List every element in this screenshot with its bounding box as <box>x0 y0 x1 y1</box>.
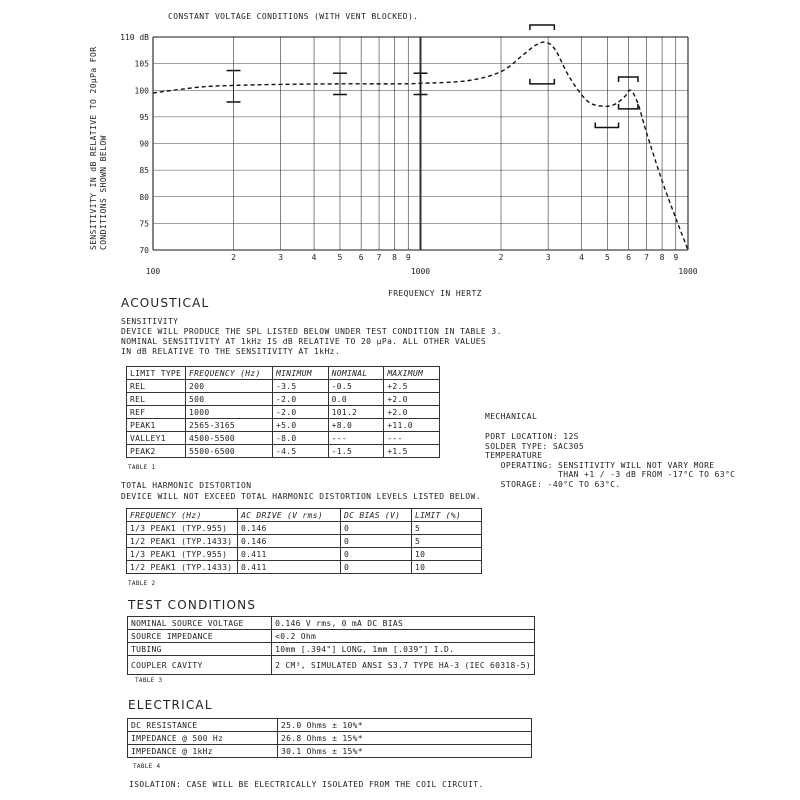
x-tick-label: 9 <box>405 253 411 262</box>
thd-heading: TOTAL HARMONIC DISTORTION <box>121 481 252 490</box>
mechanical-heading: MECHANICAL <box>485 412 538 421</box>
y-tick-label: 80 <box>139 192 149 202</box>
chart-x-axis-label: FREQUENCY IN HERTZ <box>388 289 482 298</box>
mechanical-line: PORT LOCATION: 12S <box>485 432 579 441</box>
table-cell: 10 <box>412 548 482 561</box>
table-cell: 5500-6500 <box>186 445 273 458</box>
table-cell: VALLEY1 <box>127 432 186 445</box>
y-tick-label: 85 <box>139 166 149 176</box>
mechanical-line: TEMPERATURE <box>485 451 543 460</box>
table-cell: TUBING <box>128 643 272 656</box>
x-tick-label: 6 <box>626 253 632 262</box>
isolation-note: ISOLATION: CASE WILL BE ELECTRICALLY ISOLATED FROM THE COIL CIRCUIT. <box>129 780 484 789</box>
table-cell: 0 <box>341 522 412 535</box>
y-tick-label: 110 dB <box>120 33 149 42</box>
tolerance-marker <box>619 104 638 109</box>
table-cell: 1/3 PEAK1 (TYP.955) <box>127 548 238 561</box>
y-tick-label: 70 <box>139 246 149 255</box>
table-cell: 0.146 V rms, 0 mA DC BIAS <box>272 617 535 630</box>
table-cell: 2565-3165 <box>186 419 273 432</box>
table-cell: 4500-5500 <box>186 432 273 445</box>
tolerance-marker <box>530 25 554 30</box>
thd-table <box>126 508 482 574</box>
table-row <box>127 380 440 393</box>
table-cell: +1.5 <box>384 445 440 458</box>
table-cell: PEAK1 <box>127 419 186 432</box>
table-cell: 200 <box>186 380 273 393</box>
tolerance-marker <box>619 77 638 82</box>
mechanical-line: STORAGE: -40°C TO 63°C. <box>485 479 621 489</box>
table-row <box>127 432 440 445</box>
col-maximum: MAXIMUM <box>384 367 440 380</box>
table-row <box>127 419 440 432</box>
table-cell: -0.5 <box>328 380 384 393</box>
table-cell: COUPLER CAVITY <box>128 656 272 675</box>
description-line: NOMINAL SENSITIVITY AT 1kHz IS dB RELATIVE TO 20 µPa. ALL OTHER VALUES <box>121 337 487 346</box>
table-cell: --- <box>328 432 384 445</box>
chart-title: CONSTANT VOLTAGE CONDITIONS (WITH VENT BLOCKED). <box>168 12 419 21</box>
table-cell: IMPEDANCE @ 500 Hz <box>128 732 278 745</box>
table-row <box>127 445 440 458</box>
y-tick-label: 100 <box>134 86 149 96</box>
acoustical-heading: ACOUSTICAL <box>121 296 210 310</box>
mechanical-line: THAN +1 / -3 dB FROM -17°C TO 63°C <box>485 470 736 479</box>
table-cell: 26.8 Ohms ± 15%* <box>278 732 532 745</box>
table-cell: +2.0 <box>384 406 440 419</box>
col-minimum: MINIMUM <box>273 367 329 380</box>
table-cell: 30.1 Ohms ± 15%* <box>278 745 532 758</box>
table-row <box>128 617 535 630</box>
electrical-table <box>127 718 532 758</box>
description-line: DEVICE WILL PRODUCE THE SPL LISTED BELOW UNDER TEST CONDITION IN TABLE 3. <box>121 327 502 336</box>
table-row <box>127 522 482 535</box>
x-tick-label: 7 <box>644 253 649 262</box>
mechanical-details <box>485 432 735 489</box>
table-cell: -2.0 <box>273 406 329 419</box>
y-tick-label: 95 <box>139 112 149 122</box>
table-row <box>127 535 482 548</box>
sensitivity-table <box>126 366 440 458</box>
table-cell: -2.0 <box>273 393 329 406</box>
table-cell: -1.5 <box>328 445 384 458</box>
table-row <box>127 393 440 406</box>
mechanical-line: OPERATING: SENSITIVITY WILL NOT VARY MORE <box>485 460 715 470</box>
table-cell: --- <box>384 432 440 445</box>
table-cell: 1/3 PEAK1 (TYP.955) <box>127 522 238 535</box>
table-cell: +8.0 <box>328 419 384 432</box>
col-limit-type: LIMIT TYPE <box>127 367 186 380</box>
x-tick-label: 7 <box>376 253 382 262</box>
table-cell: -3.5 <box>273 380 329 393</box>
x-tick-label: 1000 <box>678 267 698 276</box>
test-conditions-heading: TEST CONDITIONS <box>128 598 257 612</box>
electrical-heading: ELECTRICAL <box>128 698 213 712</box>
table-cell: 0.146 <box>238 522 341 535</box>
x-tick-label: 6 <box>358 253 364 262</box>
col-limit: LIMIT (%) <box>412 509 482 522</box>
y-tick-label: 75 <box>139 219 149 229</box>
sensitivity-subheading: SENSITIVITY <box>121 317 179 326</box>
x-tick-label: 4 <box>311 253 317 262</box>
table-cell: 10mm [.394"] LONG, 1mm [.039"] I.D. <box>272 643 535 656</box>
table-cell: +11.0 <box>384 419 440 432</box>
x-tick-label: 100 <box>145 267 161 276</box>
table-cell: NOMINAL SOURCE VOLTAGE <box>128 617 272 630</box>
table-cell: IMPEDANCE @ 1kHz <box>128 745 278 758</box>
x-tick-label: 8 <box>659 253 665 262</box>
table-row <box>128 745 532 758</box>
table-cell: 0 <box>341 535 412 548</box>
table-cell: DC RESISTANCE <box>128 719 278 732</box>
table-cell: 2 CM³, SIMULATED ANSI S3.7 TYPE HA-3 (IEC 60318-5) <box>272 656 535 675</box>
x-tick-label: 2 <box>498 253 504 262</box>
table-cell: 1000 <box>186 406 273 419</box>
table-cell: 10 <box>412 561 482 574</box>
thd-description: DEVICE WILL NOT EXCEED TOTAL HARMONIC DISTORTION LEVELS LISTED BELOW. <box>121 492 481 501</box>
table-1-caption: TABLE 1 <box>128 464 156 471</box>
x-tick-label: 3 <box>278 253 284 262</box>
x-tick-label: 3 <box>545 253 551 262</box>
table-cell: REL <box>127 393 186 406</box>
table-cell: 0.411 <box>238 561 341 574</box>
description-line: IN dB RELATIVE TO THE SENSITIVITY AT 1kHz. <box>121 347 341 356</box>
table-cell: REL <box>127 380 186 393</box>
table-cell: REF <box>127 406 186 419</box>
table-row <box>127 561 482 574</box>
col-nominal: NOMINAL <box>328 367 384 380</box>
col-frequency: FREQUENCY (Hz) <box>127 509 238 522</box>
table-row <box>128 656 535 675</box>
table-row <box>127 406 440 419</box>
table-cell: 1/2 PEAK1 (TYP.1433) <box>127 561 238 574</box>
table-row <box>128 630 535 643</box>
table-cell: 25.0 Ohms ± 10%* <box>278 719 532 732</box>
table-cell: 0 <box>341 561 412 574</box>
table-cell: SOURCE IMPEDANCE <box>128 630 272 643</box>
table-header-row <box>127 509 482 522</box>
col-dc-bias: DC BIAS (V) <box>341 509 412 522</box>
table-cell: -8.0 <box>273 432 329 445</box>
frequency-response-chart <box>0 0 800 300</box>
col-ac-drive: AC DRIVE (V rms) <box>238 509 341 522</box>
table-cell: +5.0 <box>273 419 329 432</box>
x-tick-label: 4 <box>579 253 584 262</box>
table-cell: 101.2 <box>328 406 384 419</box>
x-tick-label: 5 <box>605 253 610 262</box>
table-cell: 5 <box>412 535 482 548</box>
table-row <box>128 719 532 732</box>
x-tick-label: 8 <box>392 253 397 262</box>
table-cell: 0 <box>341 548 412 561</box>
table-cell: 0.146 <box>238 535 341 548</box>
table-4-caption: TABLE 4 <box>133 763 161 770</box>
table-cell: 0.411 <box>238 548 341 561</box>
x-tick-label: 5 <box>337 253 343 262</box>
x-tick-label: 1000 <box>410 267 431 276</box>
tolerance-marker <box>595 123 618 128</box>
test-conditions-table <box>127 616 535 675</box>
table-row <box>128 732 532 745</box>
table-cell: <0.2 Ohm <box>272 630 535 643</box>
table-3-caption: TABLE 3 <box>135 677 163 684</box>
x-tick-label: 2 <box>231 253 236 262</box>
table-cell: 0.0 <box>328 393 384 406</box>
table-row <box>128 643 535 656</box>
col-frequency: FREQUENCY (Hz) <box>186 367 273 380</box>
table-cell: 500 <box>186 393 273 406</box>
table-cell: PEAK2 <box>127 445 186 458</box>
mechanical-line: SOLDER TYPE: SAC305 <box>485 441 585 451</box>
y-tick-label: 90 <box>139 139 149 149</box>
table-2-caption: TABLE 2 <box>128 580 156 587</box>
x-tick-label: 9 <box>673 253 679 262</box>
table-cell: +2.5 <box>384 380 440 393</box>
table-row <box>127 548 482 561</box>
table-header-row <box>127 367 440 380</box>
table-cell: 1/2 PEAK1 (TYP.1433) <box>127 535 238 548</box>
tolerance-marker <box>530 79 554 84</box>
sensitivity-description <box>121 327 502 357</box>
table-cell: +2.0 <box>384 393 440 406</box>
y-tick-label: 105 <box>134 59 149 69</box>
table-cell: -4.5 <box>273 445 329 458</box>
table-cell: 5 <box>412 522 482 535</box>
